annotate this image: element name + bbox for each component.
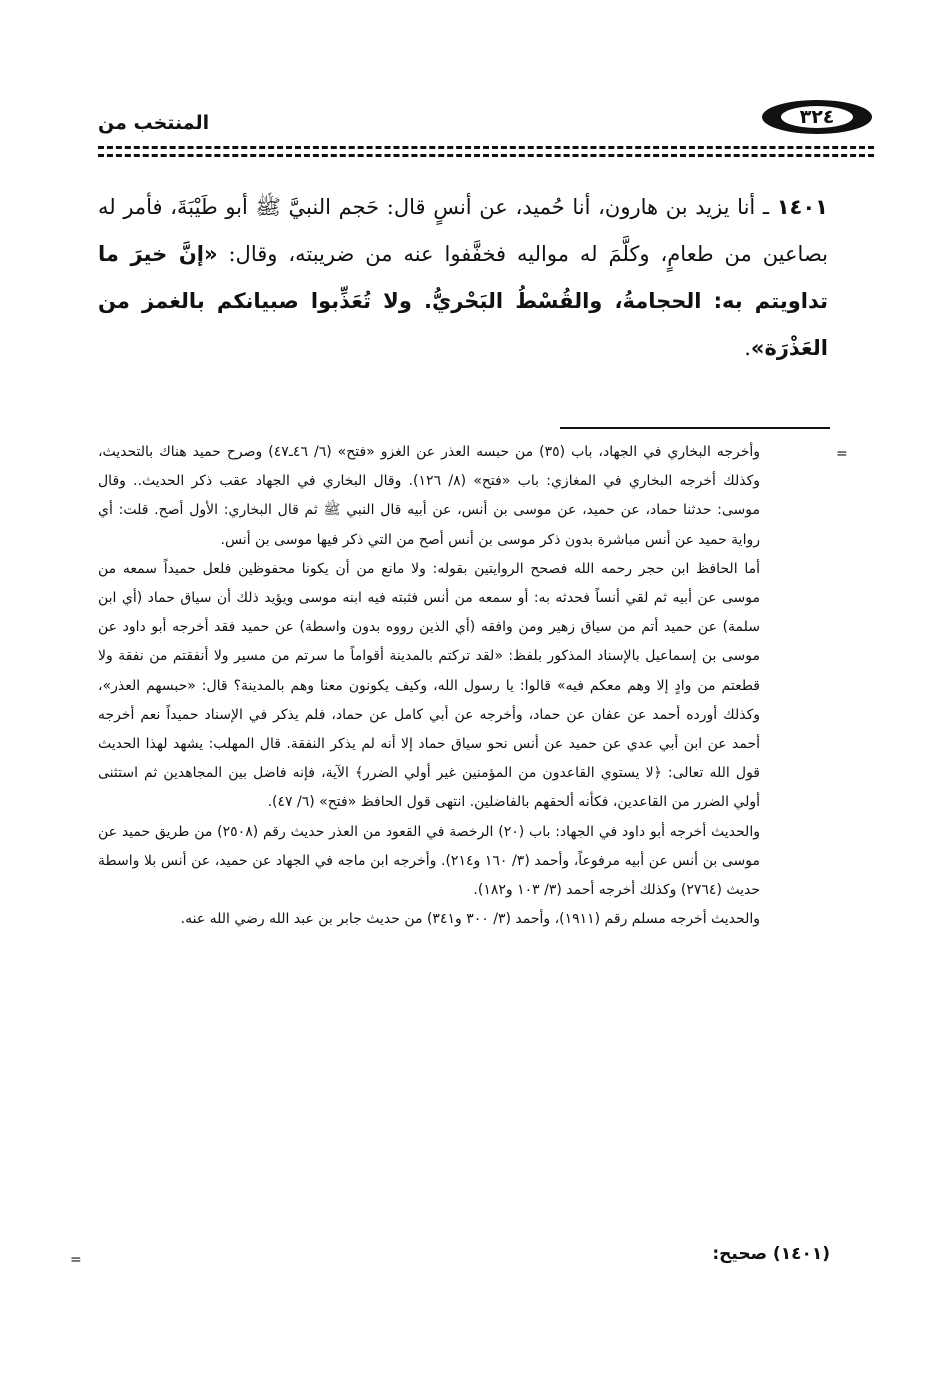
footnote-separator [560,427,830,429]
header-divider-secondary [98,154,874,157]
page-number-badge [762,100,872,134]
footnote-paragraph: أما الحافظ ابن حجر رحمه الله فصحح الروايتين بقوله: ولا مانع من أن يكونا محفوظين فلعل حميداً سمعه من موسى عن أبيه ثم لقي أنساً فحدثه به: أو سمعه من أنس فثبته فيه ابنه موسى ويؤيد ذلك أن سياق حماد (أي ابن سلمة) عن حميد أتم من سياق زهير ومن وافقه (أي الذين رووه بدون واسطة) عن حميد فقد أخرجه أبو داود عن موسى بن إسماعيل بالإسناد المذكور بلفظ: «لقد تركتم بالمدينة أقواماً ما سرتم من مسير ولا أنفقتم من نفقة ولا قطعتم من وادٍ إلا وهم معكم فيه» قالوا: يا رسول الله، وكيف يكونون معنا وهم بالمدينة؟ قال: «حبسهم العذر»، وكذلك أورده أحمد عن عفان عن حماد، وأخرجه عن أبي كامل عن حماد، فلم يذكر في الإسناد حميداً نعم أخرجه أحمد عن ابن أبي عدي عن حميد عن أنس نحو سياق حماد إلا أنه لم يذكر النفقة. قال المهلب: يشهد لهذا الحديث قول الله تعالى: ﴿لا يستوي القاعدون من المؤمنين غير أولي الضرر﴾ الآية، فإنه فاضل بين المجاهدين ثم استثنى أولي الضرر من القاعدين، فكأنه ألحقهم بالفاضلين. انتهى قول الحافظ «فتح» (٦/ ٤٧). [98,560,760,811]
footnote-paragraph: والحديث أخرجه مسلم رقم (١٩١١)، وأحمد (٣/ ٣٠٠ و٣٤١) من حديث جابر بن عبد الله رضي الله عنه. [180,911,760,928]
hadith-grade: (١٤٠١) صحيح: [712,1244,830,1264]
hadith-quote: «إنَّ خيرَ ما تداويتم به: الحجامةُ، والقُسْطُ البَحْريُّ. ولا تُعَذِّبوا صبيانكم بالغمز من العَذْرَة» [98,242,828,360]
hadith-text [98,184,828,372]
header-divider [98,146,874,149]
hadith-end: . [744,336,751,360]
hadith-body: ـ أنا يزيد بن هارون، أنا حُميد، عن أنسٍ قال: حَجم النبيَّ ﷺ أبو طَيْبَةَ، فأمر له بصاعين من طعامٍ، وكلَّمَ له مواليه فخفَّفوا عنه من ضريبته، وقال: [98,195,828,266]
running-title: المنتخب من [98,112,210,134]
hadith-number: ١٤٠١ [776,195,828,219]
page-number: ٣٢٤ [781,106,853,128]
continuation-mark-top: = [836,446,848,462]
footnotes [98,438,760,934]
footnote-paragraph: وأخرجه البخاري في الجهاد، باب (٣٥) من حبسه العذر عن الغزو «فتح» (٦/ ٤٦ـ٤٧) وصرح حميد هناك بالتحديث، وكذلك أخرجه البخاري في المغازي: باب «فتح» (٨/ ١٢٦). وقال البخاري في الجهاد عقب ذكر الحديث.. وقال موسى: حدثنا حماد، عن حميد، عن موسى بن أنس، عن أبيه قال النبي ﷺ ثم قال البخاري: الأول أصح. قلت: أي رواية حميد عن أنس مباشرة بدون ذكر موسى بن أنس أصح من التي ذكر فيها موسى بن أنس. [98,444,761,548]
continuation-mark-bottom: = [70,1252,82,1268]
footnote-paragraph: والحديث أخرجه أبو داود في الجهاد: باب (٢٠) الرخصة في القعود من العذر حديث رقم (٢٥٠٨) من طريق حميد عن موسى بن أنس عن أبيه مرفوعاً، وأحمد (٣/ ١٦٠ و٢١٤). وأخرجه ابن ماجه في الجهاد عن حميد، عن أنس بلا واسطة حديث (٢٧٦٤) وكذلك أخرجه أحمد (٣/ ١٠٣ و١٨٢). [98,823,760,899]
